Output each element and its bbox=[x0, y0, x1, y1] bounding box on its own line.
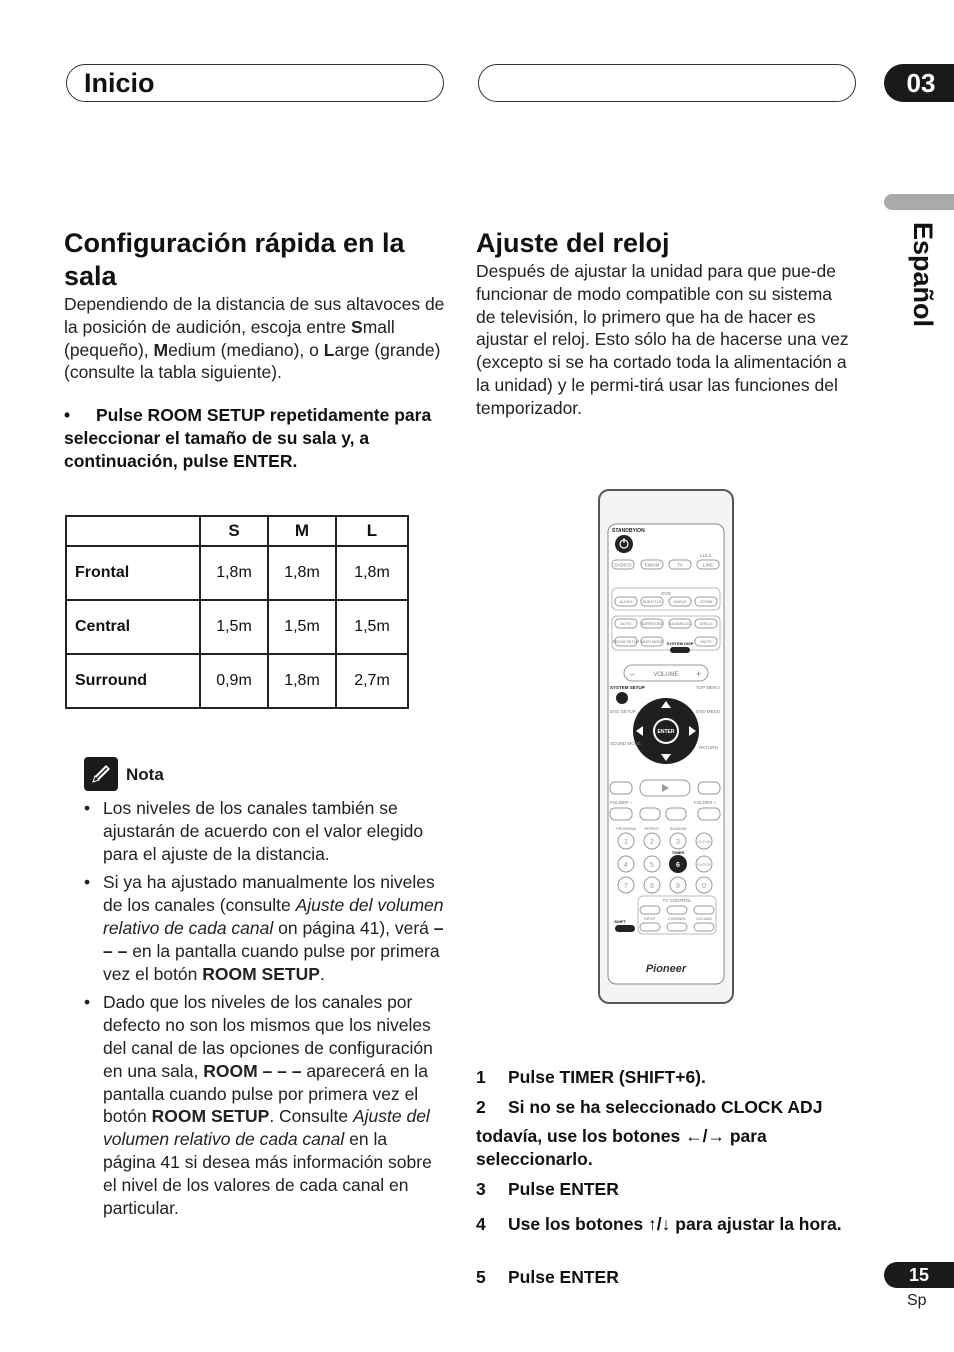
remote-label: BASS MODE bbox=[640, 639, 664, 644]
note-display: ROOM – – – bbox=[203, 1060, 302, 1081]
note-text: Los niveles de los canales también se ajustarán de acuerdo con el valor elegido para el ajuste de la distancia. bbox=[103, 798, 424, 864]
up-down-arrows-icon: ↑/↓ bbox=[648, 1214, 671, 1234]
row-label: Central bbox=[66, 600, 200, 654]
step-text: todavía, use los botones bbox=[476, 1126, 686, 1146]
table-header: L bbox=[336, 516, 408, 546]
bullet: • bbox=[84, 992, 91, 1013]
table-row bbox=[66, 654, 408, 708]
note-display: – – – bbox=[103, 917, 444, 961]
remote-label: 1 bbox=[624, 839, 628, 846]
remote-label: LINE bbox=[702, 562, 714, 568]
step-2 bbox=[476, 1096, 856, 1119]
table-cell: 2,7m bbox=[336, 654, 408, 708]
step-number: 2 bbox=[476, 1097, 486, 1117]
note-text: on página 41), verá bbox=[273, 917, 434, 938]
minus-icon: – bbox=[630, 669, 636, 679]
step-number: 3 bbox=[476, 1179, 486, 1199]
quick-setup-intro bbox=[64, 293, 446, 384]
intro-text: mall (pequeño), bbox=[64, 316, 395, 360]
step-number: 5 bbox=[476, 1267, 486, 1287]
step-5 bbox=[476, 1266, 856, 1289]
remote-label: DVD SETUP bbox=[610, 709, 636, 714]
intro-l: L bbox=[323, 339, 335, 360]
note-ref: Ajuste del volumen relativo de cada canal bbox=[103, 895, 444, 938]
remote-label: PROGRAM bbox=[616, 827, 636, 831]
intro-m: M bbox=[153, 339, 169, 360]
intro-text: edium (mediano), o bbox=[168, 339, 324, 360]
section-title: Inicio bbox=[84, 68, 155, 98]
remote-label: 6 bbox=[676, 862, 680, 869]
table-header-row bbox=[66, 516, 408, 546]
note-item bbox=[84, 797, 444, 865]
remote-label: VOLUME bbox=[653, 672, 679, 678]
step-text: Use los botones bbox=[508, 1214, 649, 1234]
note-text: aparecerá en la pantalla cuando pulse por primera vez el botón bbox=[103, 1060, 428, 1127]
table-cell: 1,5m bbox=[200, 600, 268, 654]
distance-table bbox=[65, 515, 409, 709]
remote-label: 2 bbox=[650, 839, 654, 846]
step-number: 4 bbox=[476, 1214, 486, 1234]
step-text: para seleccionarlo. bbox=[476, 1126, 767, 1169]
remote-label: INPUT bbox=[644, 917, 656, 921]
remote-label: L1/L2 bbox=[700, 553, 712, 558]
remote-label: CLEAR bbox=[697, 839, 711, 844]
chapter-badge: 03 bbox=[884, 64, 954, 102]
note-text: Dado que los niveles de los canales por defecto no son los mismos que los niveles del canal de las opciones de configuración en una sala, bbox=[103, 992, 433, 1081]
step-text: Pulse ENTER bbox=[508, 1179, 619, 1199]
remote-label: ENTER bbox=[697, 862, 711, 867]
remote-label: TV CONTROL bbox=[662, 898, 692, 903]
clock-heading: Ajuste del reloj bbox=[476, 228, 670, 258]
remote-label: FM/AM bbox=[644, 562, 660, 568]
step-text: Pulse ENTER bbox=[508, 1267, 619, 1287]
remote-label: DVD bbox=[661, 591, 671, 596]
room-setup-instruction bbox=[64, 404, 446, 473]
note-button-name: ROOM SETUP bbox=[151, 1106, 270, 1127]
table-cell: 0,9m bbox=[200, 654, 268, 708]
remote-label: SHIFT bbox=[614, 919, 626, 924]
remote-label: RANDOM bbox=[669, 827, 687, 831]
language-code: Sp bbox=[907, 1292, 927, 1309]
bullet: • bbox=[84, 798, 91, 818]
remote-label: REPEAT bbox=[644, 827, 660, 831]
remote-label: TV bbox=[677, 562, 683, 568]
table-cell: 1,5m bbox=[268, 600, 336, 654]
remote-label: TOP MENU bbox=[696, 685, 720, 690]
step-text: Pulse TIMER (SHIFT+6). bbox=[508, 1067, 706, 1087]
intro-s: S bbox=[351, 316, 363, 337]
remote-label: DISCO bbox=[699, 621, 713, 626]
note-item bbox=[84, 871, 444, 985]
remote-label: 8 bbox=[650, 883, 654, 890]
left-right-arrows-icon: ←/→ bbox=[685, 1126, 725, 1146]
power-icon bbox=[615, 535, 633, 553]
table-corner bbox=[66, 516, 200, 546]
step-number: 1 bbox=[476, 1067, 486, 1087]
note-text: . bbox=[319, 963, 325, 984]
step-text: para ajustar la hora. bbox=[670, 1214, 842, 1234]
remote-label: DVD MENU bbox=[696, 709, 721, 714]
remote-label: 7 bbox=[624, 883, 628, 890]
note-ref: Ajuste del volumen relativo de cada canal bbox=[103, 1106, 430, 1150]
remote-label: 4 bbox=[624, 862, 628, 869]
remote-label: SUBTITLE bbox=[642, 599, 662, 604]
note-pencil-icon bbox=[84, 757, 118, 791]
bullet: • bbox=[84, 872, 91, 893]
intro-text: Dependiendo de la distancia de sus altavoces de la posición de audición, escoja entre bbox=[64, 294, 445, 337]
step-text: Si no se ha seleccionado CLOCK ADJ bbox=[508, 1097, 823, 1117]
remote-label: CHANNEL bbox=[667, 917, 687, 921]
note-text: en la pantalla cuando pulse por primera vez el botón bbox=[103, 940, 440, 984]
page-number: 15 bbox=[884, 1262, 954, 1288]
brand-logo: Pioneer bbox=[645, 963, 687, 975]
table-cell: 1,8m bbox=[336, 546, 408, 600]
remote-label: SYSTEM DISP bbox=[666, 641, 694, 646]
row-label: Frontal bbox=[66, 546, 200, 600]
remote-label: ENTER bbox=[657, 729, 675, 735]
remote-label: STANDBY/ON bbox=[612, 528, 645, 534]
table-cell: 1,8m bbox=[268, 546, 336, 600]
remote-label: DVD/CD bbox=[614, 562, 632, 568]
remote-label: 3 bbox=[676, 839, 680, 846]
table-header: S bbox=[200, 516, 268, 546]
plus-icon: + bbox=[696, 669, 702, 679]
remote-label: TIMER bbox=[671, 850, 685, 855]
table-cell: 1,5m bbox=[336, 600, 408, 654]
table-row bbox=[66, 546, 408, 600]
remote-label: SOUND MODE bbox=[610, 741, 642, 746]
row-label: Surround bbox=[66, 654, 200, 708]
language-label: Español bbox=[908, 222, 938, 328]
remote-label: VOLUME bbox=[695, 917, 713, 921]
remote-label: 5 bbox=[650, 862, 654, 869]
remote-label: SYSTEM SETUP bbox=[610, 685, 645, 690]
language-tab-bar bbox=[884, 194, 954, 210]
clock-intro: Después de ajustar la unidad para que pue-de funcionar de modo compatible con su sistema de televisión, lo primero que ha de hacer es ajustar el reloj. Esto sólo ha de hacerse una vez (excepto si se ha cortado toda la alimentación a la unidad) y le permi-tirá usar las funciones del temporizador. bbox=[476, 261, 849, 418]
remote-label: ANGLE bbox=[673, 599, 687, 604]
instruction-bullet: • bbox=[64, 405, 71, 425]
remote-label: ADVANCED bbox=[669, 621, 691, 626]
table-cell: 1,8m bbox=[268, 654, 336, 708]
note-list bbox=[84, 797, 444, 1225]
note-button-name: ROOM SETUP bbox=[202, 963, 320, 984]
remote-label: 9 bbox=[676, 883, 680, 890]
remote-label: AUDIO bbox=[619, 599, 633, 604]
note-text: Si ya ha ajustado manualmente los niveles de los canales (consulte bbox=[103, 872, 435, 916]
remote-label: AUTO bbox=[620, 621, 632, 626]
table-cell: 1,8m bbox=[200, 546, 268, 600]
remote-label: ROOM SETUP bbox=[612, 639, 640, 644]
quick-setup-heading: Configuración rápida en la sala bbox=[64, 228, 405, 291]
remote-label: MUTE bbox=[700, 639, 712, 644]
intro-text: arge (grande) (consulte la tabla siguiente). bbox=[64, 339, 441, 383]
note-title: Nota bbox=[126, 765, 164, 784]
remote-label: FOLDER + bbox=[694, 800, 717, 805]
note-text: en la página 41 si desea más información sobre el nivel de los valores de cada canal en particular. bbox=[103, 1129, 432, 1218]
note-item bbox=[84, 991, 444, 1219]
instruction-text: Pulse ROOM SETUP repetidamente para seleccionar el tamaño de su sala y, a continuación, pulse ENTER. bbox=[64, 405, 432, 471]
remote-label: FOLDER – bbox=[610, 800, 633, 805]
remote-control-illustration bbox=[596, 487, 736, 1007]
table-header: M bbox=[268, 516, 336, 546]
remote-label: SURROUND bbox=[640, 621, 664, 626]
step-1 bbox=[476, 1066, 856, 1089]
step-3 bbox=[476, 1178, 856, 1201]
remote-label: 0 bbox=[702, 883, 706, 890]
note-text: . Consulte bbox=[269, 1106, 353, 1127]
header-pill-right bbox=[478, 64, 856, 102]
step-4 bbox=[476, 1213, 856, 1236]
step-2-continued bbox=[476, 1125, 856, 1171]
table-row bbox=[66, 600, 408, 654]
remote-label: RETURN bbox=[699, 745, 718, 750]
remote-label: ZOOM bbox=[700, 599, 712, 604]
